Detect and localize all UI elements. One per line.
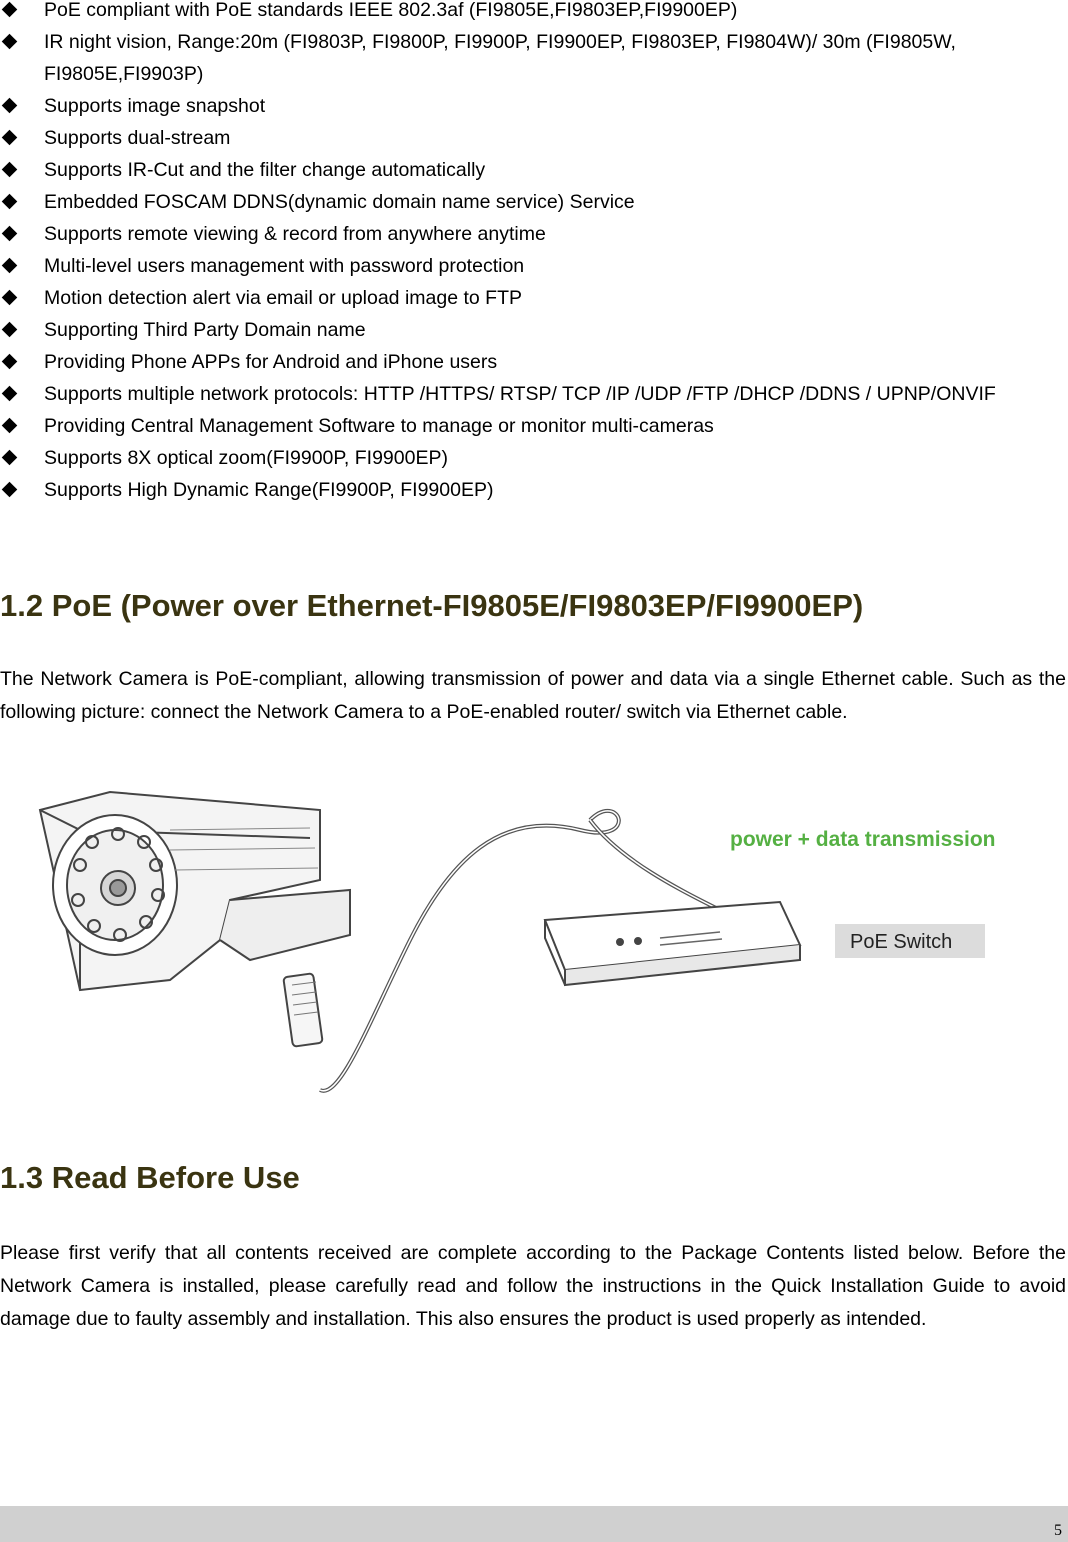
diamond-bullet-icon bbox=[2, 34, 18, 50]
feature-text: Supports IR-Cut and the filter change automatically bbox=[44, 159, 486, 181]
diamond-bullet-icon bbox=[2, 386, 18, 402]
feature-text: PoE compliant with PoE standards IEEE 802.3af (FI9805E,FI9803EP,FI9900EP) bbox=[44, 0, 738, 21]
section-heading-read: 1.3 Read Before Use bbox=[0, 1160, 300, 1195]
feature-item bbox=[0, 154, 1068, 186]
transmission-caption: power + data transmission bbox=[730, 828, 996, 851]
diamond-bullet-icon bbox=[2, 450, 18, 466]
feature-item bbox=[0, 314, 1068, 346]
diamond-bullet-icon bbox=[2, 194, 18, 210]
feature-text: Supports 8X optical zoom(FI9900P, FI9900EP) bbox=[44, 447, 448, 469]
feature-text: Multi-level users management with password protection bbox=[44, 255, 525, 277]
feature-item bbox=[0, 186, 1068, 218]
feature-item bbox=[0, 346, 1068, 378]
switch-caption: PoE Switch bbox=[850, 931, 953, 953]
feature-item bbox=[0, 122, 1068, 154]
feature-item bbox=[0, 90, 1068, 122]
section-heading-poe: 1.2 PoE (Power over Ethernet-FI9805E/FI9803EP/FI9900EP) bbox=[0, 588, 864, 623]
feature-item bbox=[0, 474, 1068, 506]
feature-text: Providing Phone APPs for Android and iPhone users bbox=[44, 351, 498, 373]
feature-item bbox=[0, 26, 1068, 90]
feature-text: Supports dual-stream bbox=[44, 127, 231, 149]
diamond-bullet-icon bbox=[2, 290, 18, 306]
feature-text: Providing Central Management Software to manage or monitor multi-cameras bbox=[44, 415, 714, 437]
camera-illustration bbox=[40, 792, 350, 990]
diamond-bullet-icon bbox=[2, 130, 18, 146]
feature-list bbox=[0, 0, 1068, 506]
feature-text: IR night vision, Range:20m (FI9803P, FI9800P, FI9900P, FI9900EP, FI9803EP, FI9804W)/ 30m (FI9805W, FI9805E,FI9903P) bbox=[44, 31, 956, 85]
diamond-bullet-icon bbox=[2, 322, 18, 338]
diamond-bullet-icon bbox=[2, 98, 18, 114]
diamond-bullet-icon bbox=[2, 162, 18, 178]
feature-item bbox=[0, 410, 1068, 442]
feature-text: Supports High Dynamic Range(FI9900P, FI9900EP) bbox=[44, 479, 494, 501]
feature-text: Motion detection alert via email or upload image to FTP bbox=[44, 287, 522, 309]
diamond-bullet-icon bbox=[2, 2, 18, 18]
footer-bar bbox=[0, 1506, 1068, 1542]
poe-diagram bbox=[20, 770, 1040, 1105]
diamond-bullet-icon bbox=[2, 226, 18, 242]
feature-item bbox=[0, 378, 1068, 410]
feature-text: Supports remote viewing & record from anywhere anytime bbox=[44, 223, 546, 245]
diamond-bullet-icon bbox=[2, 354, 18, 370]
feature-item bbox=[0, 282, 1068, 314]
feature-item bbox=[0, 250, 1068, 282]
feature-item bbox=[0, 218, 1068, 250]
feature-text: Supporting Third Party Domain name bbox=[44, 319, 366, 341]
rj45-plug-icon bbox=[283, 973, 322, 1046]
diamond-bullet-icon bbox=[2, 418, 18, 434]
feature-text: Supports multiple network protocols: HTTP /HTTPS/ RTSP/ TCP /IP /UDP /FTP /DHCP /DDNS / UPNP/ONVIF bbox=[44, 383, 996, 405]
diamond-bullet-icon bbox=[2, 258, 18, 274]
section-paragraph-read: Please first verify that all contents received are complete according to the Package Contents listed below. Before the Network Camera is installed, please carefully read and follow the instructions in the Quick Installation Guide to avoid damage due to faulty assembly and installation. This also ensures the product is used properly as intended. bbox=[0, 1242, 1066, 1330]
poe-connection-figure bbox=[20, 770, 1040, 1105]
section-paragraph-poe: The Network Camera is PoE-compliant, allowing transmission of power and data via a single Ethernet cable. Such as the following picture: connect the Network Camera to a PoE-enabled router/ switch via Ethernet cable. bbox=[0, 668, 1066, 723]
poe-switch-illustration bbox=[545, 902, 800, 985]
feature-text: Embedded FOSCAM DDNS(dynamic domain name service) Service bbox=[44, 191, 635, 213]
diamond-bullet-icon bbox=[2, 482, 18, 498]
feature-item bbox=[0, 442, 1068, 474]
feature-item bbox=[0, 0, 1068, 26]
page-number: 5 bbox=[1054, 1522, 1062, 1539]
feature-text: Supports image snapshot bbox=[44, 95, 266, 117]
